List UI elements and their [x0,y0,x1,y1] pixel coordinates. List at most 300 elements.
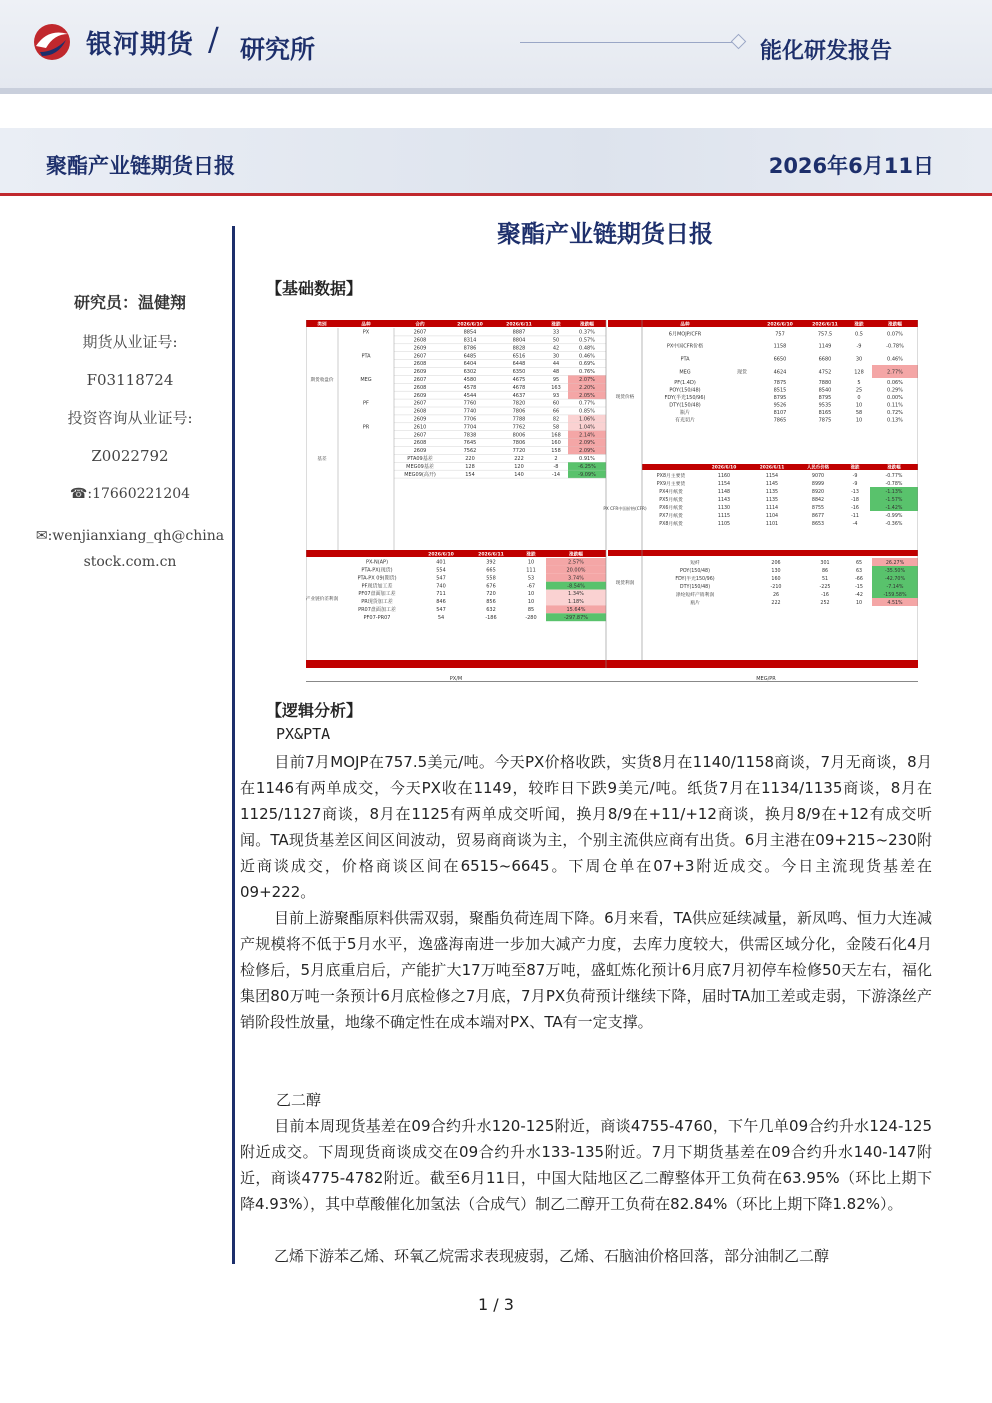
left-table-value: 6448 [512,361,526,368]
fx-table-value: 8920 [811,489,825,495]
left-header-cell: 2026/6/10 [457,322,483,328]
lower-table-value: 401 [436,559,446,566]
left-table-value: 6404 [463,361,477,368]
left-table-value: PTA09基差 [407,456,433,462]
left-table-value: 8804 [512,337,526,344]
header-band [0,0,992,92]
left-table-value: 2607 [413,377,427,383]
fx-table-value: PX8月主要货 [656,473,686,479]
profit-table-value: 26 [772,592,780,598]
left-table-value: 8006 [512,432,526,439]
left-table-value: 0.46% [579,353,595,360]
left-table-value: PTA [361,353,371,360]
profit-table-value: 301 [820,560,830,566]
left-table-value: 8828 [512,345,526,352]
right-table-value: 0.00% [887,394,903,401]
left-table-value: 6302 [463,369,477,376]
right-table-value: 6650 [773,356,787,363]
profit-table-value: 10 [855,600,863,606]
fx-table-value: -4 [852,521,858,527]
profit-table-value: -7.14% [886,584,904,590]
left-table-value: 4578 [463,384,477,391]
fx-table-value: PX6月纸货 [659,505,683,511]
right-table-value: 0.5 [855,331,863,338]
left-table-value: 8854 [463,329,477,336]
left-category-label: 基差 [317,457,327,462]
lower-header-bar [306,550,606,557]
left-table-value: 120 [514,463,524,470]
fx-table-value: 1114 [765,505,779,511]
fx-table-value: 8653 [811,521,825,527]
left-table-value: 42 [552,345,560,352]
left-table-value: 0.48% [579,345,595,352]
profit-table-value: -159.58% [883,592,907,598]
left-table-value: 2.09% [579,448,595,455]
fx-table-value: -1.13% [885,489,903,495]
lower-table-value: 392 [486,559,496,566]
title-band [0,128,992,196]
left-table-value: 6516 [512,353,526,360]
left-table-value: 8887 [512,329,526,336]
left-category-label: 期货收盘价 [310,378,334,383]
footer-right-label: MEG/PR [756,676,776,682]
right-table-value: 8515 [773,387,787,394]
lower-table-value: 856 [486,599,496,606]
lower-table-value: PTA-PX(现货) [361,567,393,574]
lower-table-value: 711 [436,591,446,598]
phone-number: ☎:17660221204 [69,486,191,502]
profit-table-value: 51 [821,576,829,582]
left-table-value: 2.14% [579,432,595,439]
right-table-value: FDY(半光150/96) [664,394,706,401]
brand-divider: / [208,20,219,58]
fx-table-value: 1135 [765,489,779,495]
lower-table-value: PX-N(AP) [365,559,389,566]
right-table-value: 128 [854,369,864,376]
lower-table-value: 554 [436,567,446,574]
right-table-value: 0.06% [887,379,903,386]
left-table-value: 50 [552,337,560,344]
left-table-value: 2 [554,456,558,462]
fx-table-value: 1115 [717,513,731,519]
basic-data-table [306,320,918,682]
left-table-value: 7740 [463,408,477,415]
left-header-cell: 合约 [415,322,425,328]
right-table-value: MEG [679,369,691,376]
profit-table-value: 瓶片 [690,600,700,606]
lower-table-value: 10 [527,559,535,566]
lower-table-value: 1.34% [568,591,584,598]
fx-table-value: 8842 [811,497,825,503]
decorative-line [520,42,735,43]
left-table-value: 8786 [463,345,477,352]
right-table-value: PTA [680,356,690,363]
left-table-value: -6.25% [578,463,596,470]
meg-paragraph-2: 乙烯下游苯乙烯、环氧乙烷需求表现疲弱，乙烯、石脑油价格回落，部分油制乙二醇 [274,1247,830,1265]
profit-table-value: 63 [855,568,863,574]
lower-category-label: 产业链价差利润 [306,597,339,602]
right-header-bar [608,320,918,327]
email-address[interactable] [30,523,230,575]
fx-table-value: -18 [851,497,859,503]
profit-table-value: FDY(半光150/96) [675,576,715,582]
left-table-value: MEG09基差 [406,463,434,470]
lower-table-value: 53 [527,575,535,582]
fx-table-value: -0.36% [885,521,903,527]
left-table-value: 2608 [413,337,427,344]
lower-table-value: -186 [485,614,497,621]
left-table-value: 0.85% [579,408,595,415]
left-table-value: PF [363,400,369,407]
meg-heading: 乙二醇 [276,1091,322,1109]
right-table-value: 8540 [818,387,832,394]
profit-table-value: -35.50% [884,568,906,574]
fx-table-value: 1104 [765,513,779,519]
brand-dept: 研究所 [240,35,316,64]
fx-table-value: PX9月主要货 [656,481,686,487]
profit-table-value: 130 [771,568,781,574]
left-table-value: 2609 [413,448,427,455]
right-table-value: 4624 [773,369,787,376]
lower-table-value: 558 [486,575,496,582]
profit-category-label: 现货利润 [615,581,635,586]
left-table-value: PR [362,424,370,431]
px-paragraph-2: 目前上游聚酯原料供需双弱，聚酯负荷连周下降。6月来看，TA供应延续减量，新凤鸣、恒力大连减产规模将不低于5月水平，逸盛海南进一步加大减产力度，去库力度较大，供需区域分化，金陵石化4月检修后，5月底重启后，产能扩大17万吨至87万吨，盛虹炼化预计6月底7月初停车检修50天左右，福化集团80万吨一条预计6月底检修之7月底，7月PX负荷预计继续下降，届时TA加工差或走弱，下游涤丝产销阶段性放量，地缘不确定性在成本端对PX、TA有一定支撑。 [240,909,932,1031]
left-table-value: 128 [465,463,475,470]
left-table-value: 7704 [463,424,477,431]
px-paragraph-1: 目前7月MOJP在757.5美元/吨。今天PX价格收跌，实货8月在1140/1158商谈，7月无商谈，8月在1146有两单成交，今天PX收在1149，较昨日下跌9美元/吨。纸货7月在1134/1135商谈，8月在1125/1127商谈，8月在1125有两单成交听闻，换月8/9在+11/+12商谈，换月8/9在+12有成交听闻。TA现货基差区间区间波动，贸易商商谈为主，个别主流供应商有出货。6月主港在09+215~230附近商谈成交，价格商谈区间在6515~6645。下周仓单在07+3附近成交。今日主流现货基差在09+222。 [240,753,932,901]
right-table-value: 4752 [818,369,832,376]
profit-table-value: 160 [771,576,781,582]
left-table-value: 7806 [512,440,526,447]
report-date: 2026年6月11日 [768,154,934,178]
right-table-value: -9 [856,343,862,350]
profit-table-value: 252 [820,600,830,606]
left-table-value: 33 [552,329,560,336]
right-table-value: 0.72% [887,409,903,416]
right-table-value: 0.11% [887,402,903,409]
left-table-value: 4637 [512,392,526,399]
fx-table-value: 1160 [717,473,731,479]
right-header-cell: 涨跌幅 [888,322,902,328]
title-red-rule [0,193,992,196]
profit-table-value: 86 [821,568,829,574]
left-table-value: 93 [552,392,560,399]
brand-name: 银河期货 [86,30,195,60]
right-table-value: 6680 [818,356,832,363]
fx-table-value: -1.42% [885,505,903,511]
lower-table-value: 85 [527,607,535,613]
profit-table-value: DTY(150/48) [679,584,711,590]
fx-table-value: 1130 [717,505,731,511]
right-table-value: 7865 [773,417,787,424]
left-table-value: 82 [552,416,560,423]
left-table-value: 168 [551,432,561,439]
right-table-value: 0.07% [887,331,903,338]
email-line-1: ✉:wenjianxiang_qh@china [35,528,225,544]
lower-table-value: 3.74% [568,575,584,582]
right-table-value: 0.29% [887,387,903,394]
right-table-value: 8107 [773,409,787,416]
left-table-value: 7720 [512,448,526,455]
lower-table-value: PF07-PR07 [363,614,391,621]
profit-table-value: 206 [771,560,781,566]
left-table-value: MEG [360,377,372,383]
lower-table-value: 10 [527,591,535,598]
left-table-value: 7788 [512,416,526,423]
left-table-value: 8314 [463,337,477,344]
left-table-value: 163 [551,384,561,391]
data-table-canvas [306,320,918,682]
fx-table-value: 1145 [765,481,779,487]
left-table-value: 2608 [413,408,427,415]
left-header-cell: 2026/6/11 [506,322,532,328]
right-table-value: 757 [775,331,785,338]
right-table-value: 9526 [773,402,787,409]
right-table-value: 7875 [818,417,832,424]
left-table-value: 0.91% [579,456,595,462]
left-table-value: 0.76% [579,369,595,376]
right-table-value: 现货 [736,369,748,376]
right-table-value: 10 [855,417,863,424]
right-table-value: 7875 [773,379,787,386]
left-table-value: 6485 [463,353,477,360]
left-table-value: 44 [552,361,560,368]
lower-table-value: PF07盘面加工差 [358,591,396,598]
left-table-value: 160 [551,440,561,447]
left-table-value: 60 [552,400,560,407]
right-header-cell: 涨跌 [854,322,864,328]
right-table-value: 8165 [818,409,832,416]
profit-table-value: -66 [855,576,863,582]
profit-table-value: 4.51% [887,600,903,606]
right-table-value: 1149 [818,343,832,350]
section-basic-data: 【基础数据】 [266,279,363,298]
left-table-value: 2609 [413,345,427,352]
lower-table-value: 547 [436,607,446,613]
left-table-value: 7838 [463,432,477,439]
profit-table-value: -225 [819,584,831,590]
left-table-value: 222 [514,456,524,462]
fx-table-value: 8755 [811,505,825,511]
right-header-cell: 2026/6/11 [812,322,838,328]
analyst-name: 研究员：温健翔 [73,293,186,312]
left-table-value: -14 [551,471,561,478]
lower-table-value: 54 [437,614,445,621]
left-table-value: 2609 [413,369,427,376]
fx-table-value: -0.99% [885,513,903,519]
fx-table-value: 9070 [811,473,825,479]
profit-table-value: 65 [855,560,863,566]
fx-table-value: PX5月纸货 [659,497,683,503]
meg-paragraph-1: 目前本周现货基差在09合约升水120-125附近，商谈4755-4760，下午几单09合约升水124-125附近成交。下周现货商谈成交在09合约升水133-135附近。7月下期货基差在09合约升水140-147附近，商谈4775-4782附近。截至6月11日，中国大陆地区乙二醇整体开工负荷在63.95%（环比上期下降4.93%），其中草酸催化加氢法（合成气）制乙二醇开工负荷在82.84%（环比上期下降1.82%）。 [240,1117,932,1213]
left-table-value: -9.09% [578,471,596,478]
left-table-value: 1.06% [579,416,595,423]
profit-table-value: 222 [771,600,781,606]
lower-header-cell: 涨跌幅 [569,552,583,558]
analyst-sidebar [30,288,230,575]
fx-table-value: -1.57% [885,497,903,503]
lower-table-value: -8.54% [567,583,585,590]
lower-header-cell: 2026/6/10 [428,552,454,558]
left-table-value: 0.69% [579,361,595,368]
email-line-2: stock.com.cn [83,554,177,570]
right-table-value: 有光切片 [674,417,696,424]
left-table-value: 2609 [413,392,427,399]
left-header-cell: 涨跌幅 [580,322,594,328]
right-header-cell: 品种 [680,322,690,328]
left-table-value: 220 [465,456,475,462]
lower-table-value: 720 [486,591,496,598]
left-header-cell: 类别 [317,322,327,328]
fx-header-cell: 2026/6/10 [711,465,737,471]
consult-number: Z0022792 [91,447,169,465]
left-table-value: 2.07% [579,377,595,383]
fx-table-value: 1154 [717,481,731,487]
lower-table-value: -280 [525,614,537,621]
left-table-value: 4544 [463,392,477,399]
profit-table-value: 26.27% [885,560,905,566]
sidebar-divider [232,226,235,1264]
fx-table-value: 1148 [717,489,731,495]
right-table-value: 58 [855,409,863,416]
lower-table-value: -297.87% [563,614,589,621]
profit-table-value: -16 [821,592,829,598]
galaxy-logo-icon [28,22,76,62]
right-category-label: 现货价格 [615,395,635,400]
section-logic-analysis: 【逻辑分析】 [266,701,363,720]
right-table-value: 8795 [773,394,787,401]
fx-header-cell: 2026/6/11 [759,465,785,471]
fx-table-value: PX7月纸货 [659,513,683,519]
left-table-value: 2607 [413,353,427,360]
left-table-value: 7820 [512,400,526,407]
left-table-value: 140 [514,471,524,478]
lower-table-value: -67 [526,583,536,590]
left-header-cell: 品种 [361,322,371,328]
left-table-value: 30 [552,353,560,360]
lower-table-value: 20.00% [566,567,586,574]
fx-table-value: -0.78% [885,481,903,487]
right-table-value: PF(1.4D) [674,379,696,386]
fx-table-value: 8999 [811,481,825,487]
fx-category-label: PX CFR中国价格(CFR) [603,506,647,511]
lower-table-value: 10 [527,599,535,606]
right-table-value: 0.13% [887,417,903,424]
lower-table-value: 665 [486,567,496,574]
right-table-value: 9535 [818,402,832,409]
right-table-value: -0.78% [886,343,904,350]
left-table-value: 4580 [463,377,477,383]
left-table-value: 2607 [413,329,427,336]
profit-table-value: -42 [855,592,863,598]
left-table-value: -8 [553,463,559,470]
fx-header-cell: 人民币价格 [807,465,829,471]
fx-table-value: 1135 [765,497,779,503]
right-table-value: 0.46% [887,356,903,363]
lower-table-value: 1.18% [568,599,584,606]
profit-table-value: -210 [770,584,782,590]
left-table-value: 7645 [463,440,477,447]
left-table-value: 2608 [413,440,427,447]
fx-table-value: PX4月纸货 [659,489,683,495]
right-header-cell: 2026/6/10 [767,322,793,328]
right-table-value: 5 [857,379,861,386]
left-table-value: 2607 [413,400,427,407]
fx-table-value: 1143 [717,497,731,503]
fx-table-value: 1105 [717,521,731,527]
left-table-value: 2609 [413,416,427,423]
left-table-value: 66 [552,408,560,415]
left-table-value: 6350 [512,369,526,376]
left-table-value: 0.77% [579,400,595,407]
left-table-value: 7706 [463,416,477,423]
left-table-value: 4678 [512,384,526,391]
left-table-value: 7562 [463,448,477,455]
lower-header-cell: 涨跌 [526,552,536,558]
px-pta-heading: PX&PTA [276,725,331,743]
fx-table-value: -13 [851,489,859,495]
left-table-value: 2.05% [579,392,595,399]
page-number: 1 / 3 [478,1295,514,1314]
cert-label: 期货从业证号: [82,333,178,351]
footer-left-label: PX/M [449,676,463,682]
lower-table-value: 740 [436,583,446,590]
left-table-value: 0.57% [579,337,595,344]
lower-table-value: PF现货加工差 [361,583,393,590]
fx-table-value: -9 [852,473,858,479]
right-table-value: 25 [855,387,863,394]
right-table-value: 10 [855,402,863,409]
fx-table-value: -11 [851,513,859,519]
fx-table-value: 8677 [811,513,825,519]
left-table-value: 2608 [413,384,427,391]
profit-header-bar [608,550,918,556]
lower-table-value: 846 [436,599,446,606]
document-title: 聚酯产业链期货日报 [497,220,713,248]
left-header-cell: 涨跌 [551,322,561,328]
profit-table-value: 短纤 [690,560,700,566]
left-table-value: PX [362,329,370,336]
left-table-value: 154 [465,471,475,478]
left-table-value: 48 [552,369,560,376]
left-table-value: 7760 [463,400,477,407]
lower-table-value: PR现货加工差 [361,599,393,606]
consult-label: 投资咨询从业证号: [67,409,193,427]
fx-header-cell: 涨跌 [850,465,860,471]
left-table-value: 2607 [413,432,427,439]
header-rule [0,88,992,94]
profit-table-value: -15 [855,584,863,590]
fx-table-value: 1101 [765,521,779,527]
right-table-value: PX中国CFR价格 [666,343,704,350]
right-table-value: POY(150/48) [669,387,701,394]
bottom-red-bar [306,660,918,668]
left-table-value: 2608 [413,361,427,368]
right-table-value: 6月MOJP/CFR [668,331,702,338]
left-table-value: 2.09% [579,440,595,447]
right-table-value: 0 [857,394,861,401]
lower-table-value: 547 [436,575,446,582]
fx-table-value: -16 [851,505,859,511]
right-table-value: 瓶片 [679,409,691,416]
diamond-icon [731,34,747,50]
right-table-value: 30 [855,356,863,363]
report-type: 能化研发报告 [760,39,893,64]
profit-table-value: -42.70% [884,576,906,582]
lower-table-value: PTA-PX 09(期货) [357,575,397,582]
lower-table-value: 2.57% [568,559,584,566]
